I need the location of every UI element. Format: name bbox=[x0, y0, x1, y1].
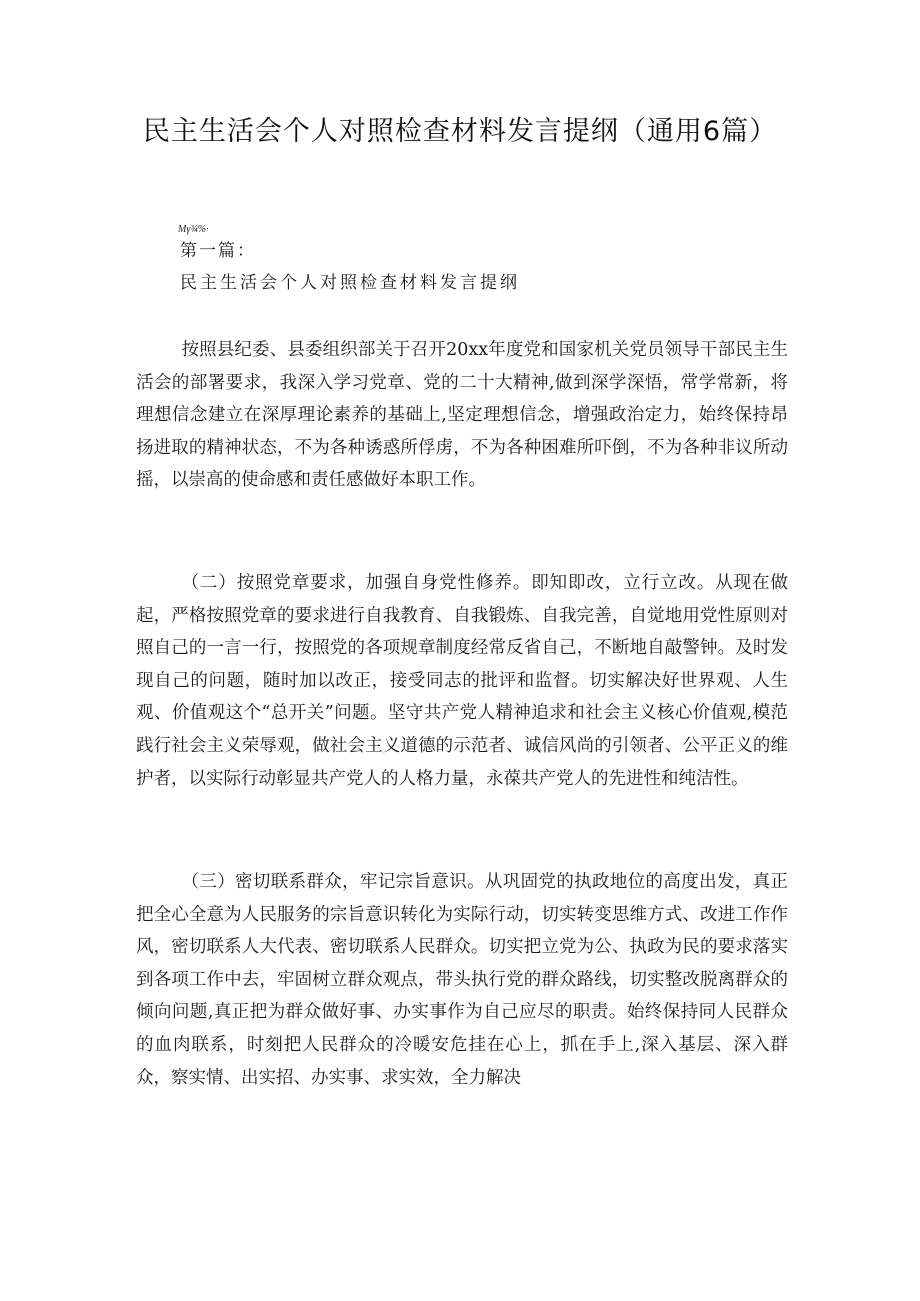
paragraph-section-3: （三）密切联系群众，牢记宗旨意识。从巩固党的执政地位的高度出发，真正把全心全意为人民服务的宗旨意识转化为实际行动，切实转变思维方式、改进工作作风，密切联系人大代表、密切联系人民群众。切实把立党为公、执政为民的要求落实到各项工作中去，牢固树立群众观点，带头执行党的群众路线，切实整改脱离群众的倾向问题,真正把为群众做好事、办实事作为自己应尽的职责。始终保持同人民群众的血肉联系，时刻把人民群众的冷暖安危挂在心上，抓在手上,深入基层、深入群众，察实情、出实招、办实事、求实效，全力解决 bbox=[136, 872, 788, 1088]
paragraph-section-2: （二）按照党章要求，加强自身党性修养。即知即改，立行立改。从现在做起，严格按照党章的要求进行自我教育、自我锻炼、自我完善，自觉地用党性原则对照自己的一言一行，按照党的各项规章制度经常反省自己，不断地自敲警钟。及时发现自己的问题，随时加以改正，接受同志的批评和监督。切实解决好世界观、人生观、价值观这个“总开关”问题。坚守共产党人精神追求和社会主义核心价值观,模范践行社会主义荣辱观，做社会主义道德的示范者、诚信风尚的引领者、公平正义的维护者，以实际行动彰显共产党人的人格力量，永葆共产党人的先进性和纯洁性。 bbox=[136, 573, 788, 789]
section-subtitle: 民主生活会个人对照检查材料发言提纲 bbox=[180, 273, 520, 293]
scan-mark-text: Mγ¾%∙ bbox=[178, 224, 209, 235]
document-title: 民主生活会个人对照检查材料发言提纲（通用6篇） bbox=[142, 116, 778, 147]
section-label: 第一篇： bbox=[180, 241, 256, 261]
paragraph-intro: 按照县纪委、县委组织部关于召开20xx年度党和国家机关党员领导干部民主生活会的部署要求，我深入学习党章、党的二十大精神,做到深学深悟，常学常新，将理想信念建立在深厚理论素养的基础上,坚定理想信念，增强政治定力，始终保持昂扬进取的精神状态，不为各种诱惑所俘虏，不为各种困难所吓倒，不为各种非议所动摇，以崇高的使命感和责任感做好本职工作。 bbox=[136, 340, 788, 491]
